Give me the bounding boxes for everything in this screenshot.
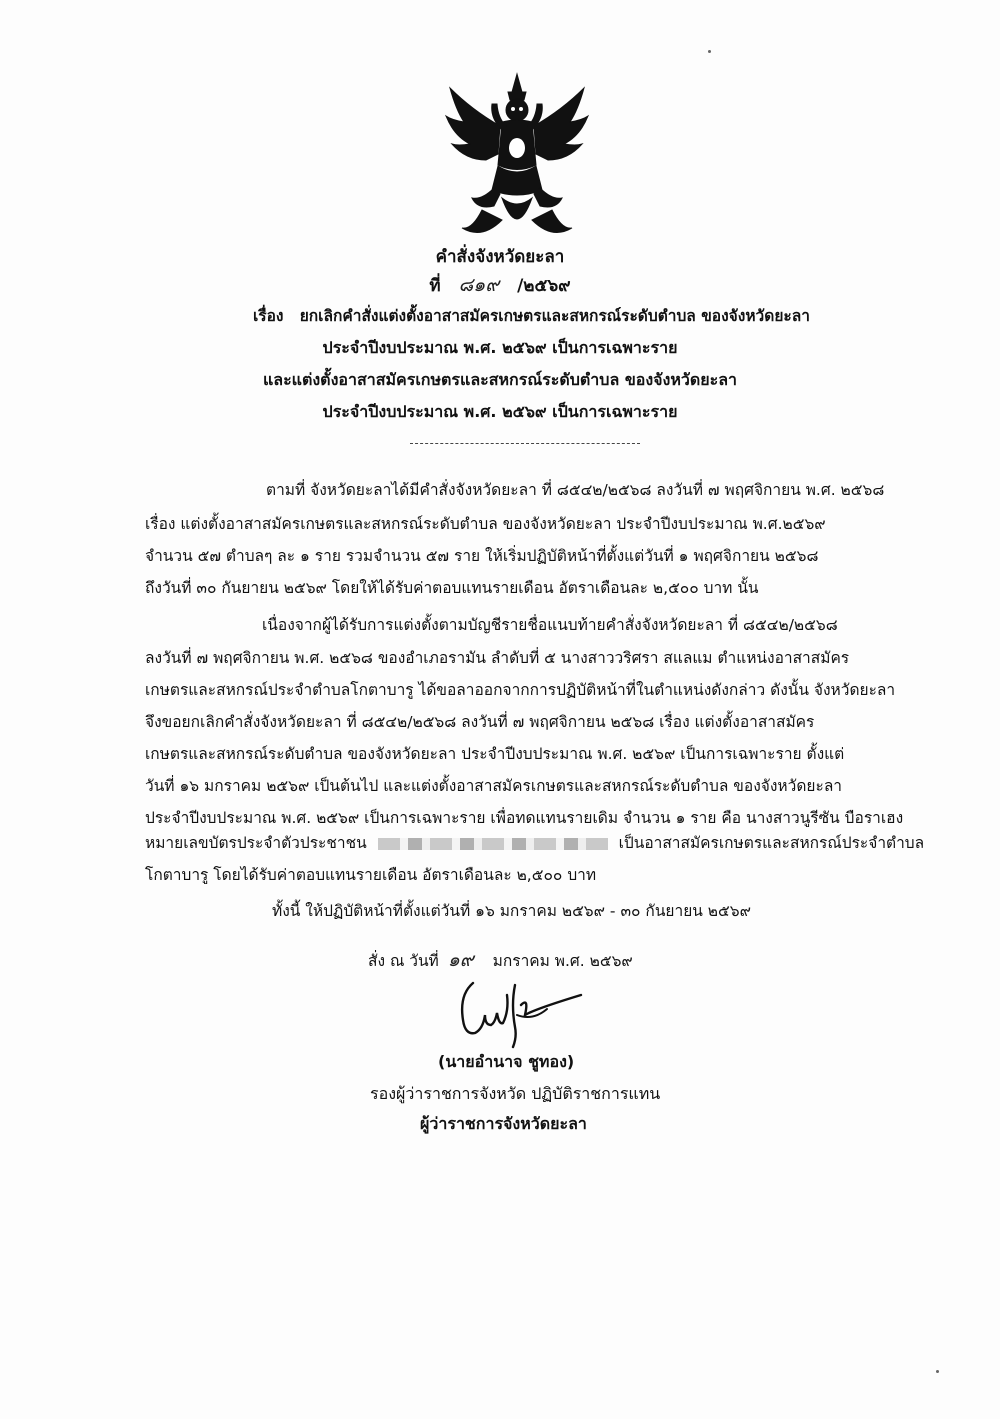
- paragraph2-line: วันที่ ๑๖ มกราคม ๒๕๖๙ เป็นต้นไป และแต่งตั้งอาสาสมัครเกษตรและสหกรณ์ระดับตำบล ของจังหวัดยะลา: [145, 777, 843, 795]
- order-number-prefix: ที่: [429, 276, 441, 296]
- id-line-before: หมายเลขบัตรประจำตัวประชาชน: [145, 834, 367, 852]
- order-number-year: /๒๕๖๙: [517, 276, 571, 296]
- order-number: [0, 270, 1000, 300]
- paragraph2-line: จึงขอยกเลิกคำสั่งจังหวัดยะลา ที่ ๘๕๔๒/๒๕๖๘ ลงวันที่ ๗ พฤศจิกายน ๒๕๖๘ เรื่อง แต่งตั้งอาสาสมัคร: [145, 713, 815, 731]
- subject-line-3: และแต่งตั้งอาสาสมัครเกษตรและสหกรณ์ระดับตำบล ของจังหวัดยะลา: [262, 370, 738, 389]
- signer-position-2: ผู้ว่าราชการจังหวัดยะลา: [420, 1114, 587, 1133]
- signer-position-1: รองผู้ว่าราชการจังหวัด ปฏิบัติราชการแทน: [370, 1084, 661, 1103]
- order-title: คำสั่งจังหวัดยะลา: [435, 247, 565, 267]
- order-date-prefix: สั่ง ณ วันที่: [368, 952, 439, 970]
- scan-mark: [936, 1370, 939, 1373]
- paragraph2-line: เกษตรและสหกรณ์ประจำตำบลโกตาบารู ได้ขอลาออกจากการปฏิบัติหน้าที่ในตำแหน่งดังกล่าว ดังนั้น จังหวัดยะลา: [145, 681, 896, 699]
- order-date: [368, 945, 633, 975]
- paragraph2-line: เกษตรและสหกรณ์ระดับตำบล ของจังหวัดยะลา ประจำปีงบประมาณ พ.ศ. ๒๕๖๙ เป็นการเฉพาะราย ตั้งแต่: [145, 745, 845, 763]
- signer-name: (นายอำนาจ ชูทอง): [438, 1052, 575, 1071]
- subject-line-2: ประจำปีงบประมาณ พ.ศ. ๒๕๖๙ เป็นการเฉพาะราย: [322, 338, 678, 357]
- paragraph1-line: ถึงวันที่ ๓๐ กันยายน ๒๕๖๙ โดยให้ได้รับค่าตอบแทนรายเดือน อัตราเดือนละ ๒,๕๐๐ บาท นั้น: [145, 579, 759, 597]
- redacted-id-number: [378, 838, 608, 850]
- paragraph1-line: จำนวน ๕๗ ตำบลๆ ละ ๑ ราย รวมจำนวน ๕๗ ราย ให้เริ่มปฏิบัติหน้าที่ตั้งแต่วันที่ ๑ พฤศจิกายน ๒๕๖๘: [145, 547, 819, 565]
- id-line-after: เป็นอาสาสมัครเกษตรและสหกรณ์ประจำตำบล: [618, 834, 925, 852]
- paragraph2-line: ประจำปีงบประมาณ พ.ศ. ๒๕๖๙ เป็นการเฉพาะราย เพื่อทดแทนรายเดิม จำนวน ๑ ราย คือ นางสาวนูรีซัน บือราเฮง: [145, 809, 904, 827]
- paragraph2-line: โกตาบารู โดยได้รับค่าตอบแทนรายเดือน อัตราเดือนละ ๒,๕๐๐ บาท: [145, 866, 597, 884]
- order-date-day: ๑๙: [447, 949, 474, 971]
- paragraph3: ทั้งนี้ ให้ปฏิบัติหน้าที่ตั้งแต่วันที่ ๑๖ มกราคม ๒๕๖๙ - ๓๐ กันยายน ๒๕๖๙: [272, 902, 751, 920]
- paragraph1-line: เรื่อง แต่งตั้งอาสาสมัครเกษตรและสหกรณ์ระดับตำบล ของจังหวัดยะลา ประจำปีงบประมาณ พ.ศ.๒๕๖๙: [145, 515, 826, 533]
- scan-mark: [708, 50, 711, 53]
- order-date-rest: มกราคม พ.ศ. ๒๕๖๙: [492, 952, 633, 970]
- subject-label: เรื่อง: [253, 307, 284, 325]
- paragraph2-line: ลงวันที่ ๗ พฤศจิกายน พ.ศ. ๒๕๖๘ ของอำเภอรามัน ลำดับที่ ๕ นางสาววริศรา สแลแม ตำแหน่งอาสาสมัคร: [145, 649, 850, 667]
- paragraph2-id-line: [145, 830, 924, 855]
- divider: [410, 443, 640, 444]
- subject-text-1: ยกเลิกคำสั่งแต่งตั้งอาสาสมัครเกษตรและสหกรณ์ระดับตำบล ของจังหวัดยะลา: [299, 307, 810, 325]
- paragraph1-line: ตามที่ จังหวัดยะลาได้มีคำสั่งจังหวัดยะลา ที่ ๘๕๔๒/๒๕๖๘ ลงวันที่ ๗ พฤศจิกายน พ.ศ. ๒๕๖๘: [266, 481, 885, 499]
- handwritten-signature-icon: [455, 975, 585, 1055]
- order-number-handwritten: ๘๑๙: [458, 274, 500, 296]
- paragraph2-line: เนื่องจากผู้ได้รับการแต่งตั้งตามบัญชีรายชื่อแนบท้ายคำสั่งจังหวัดยะลา ที่ ๘๕๔๒/๒๕๖๘: [262, 616, 838, 634]
- garuda-emblem-icon: [442, 70, 592, 240]
- subject-line-1: [253, 303, 810, 328]
- subject-line-4: ประจำปีงบประมาณ พ.ศ. ๒๕๖๙ เป็นการเฉพาะราย: [322, 402, 678, 421]
